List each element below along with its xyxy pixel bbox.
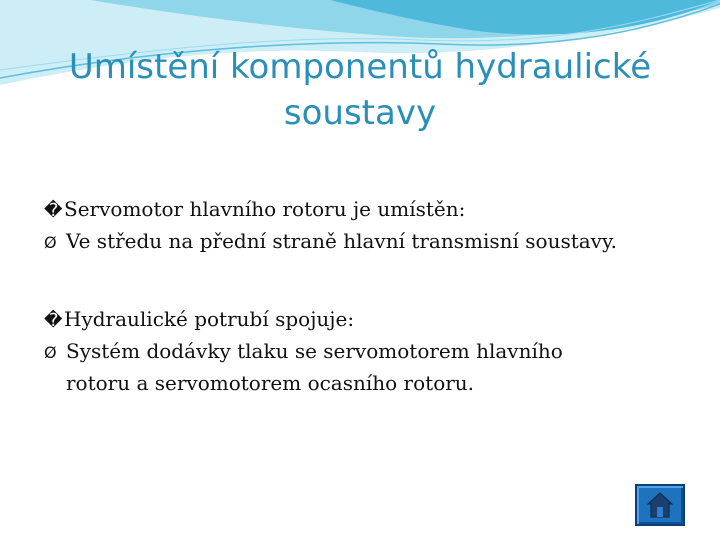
house-icon [646, 491, 674, 519]
section-2-bullet-text-line-1: Systém dodávky tlaku se servomotorem hlavního [66, 339, 563, 363]
section-2-heading-text: Hydraulické potrubí spojuje: [64, 307, 355, 331]
slide-body [44, 194, 694, 398]
home-button[interactable] [635, 484, 685, 526]
slide-title: Umístění komponentů hydraulické soustavy [68, 47, 652, 133]
section-1-bullet [44, 226, 694, 258]
section-2-heading [44, 304, 694, 336]
arrow-bullet-icon: Ø [44, 343, 57, 362]
missing-glyph-icon: � [44, 200, 63, 221]
section-2-bullet [44, 336, 694, 368]
section-1-heading-text: Servomotor hlavního rotoru je umístěn: [64, 197, 466, 221]
section-2-bullet-text-line-2: rotoru a servomotorem ocasního rotoru. [66, 371, 475, 395]
arrow-bullet-icon: Ø [44, 233, 57, 252]
section-1-bullet-text: Ve středu na přední straně hlavní transmisní soustavy. [66, 229, 617, 253]
section-1-heading [44, 194, 694, 226]
missing-glyph-icon: � [44, 310, 63, 331]
